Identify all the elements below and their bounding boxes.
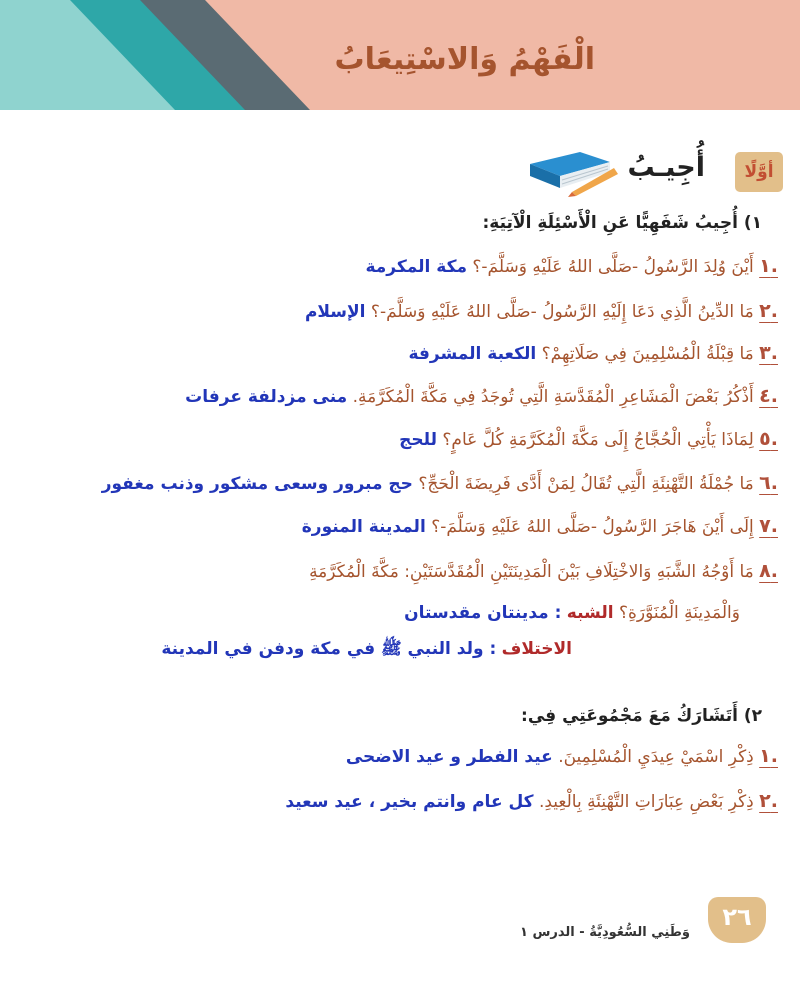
question-text: ذِكْرِ اسْمَيْ عِيدَيِ الْمُسْلِمِينَ. bbox=[558, 747, 754, 767]
section-title: أُجِيـبُ bbox=[627, 152, 705, 183]
item-number: .٧ bbox=[759, 515, 778, 537]
answer-text: منى مزدلفة عرفات bbox=[185, 387, 348, 407]
similarity-label: الشبه bbox=[566, 603, 614, 623]
question-text: وَالْمَدِينَةِ الْمُنَوَّرَةِ؟ bbox=[618, 603, 740, 623]
section-badge: أوَّلًا bbox=[735, 152, 783, 192]
item-number: .٤ bbox=[759, 385, 778, 407]
item-number: .١ bbox=[759, 255, 778, 277]
answer-text: للحج bbox=[399, 430, 437, 450]
list-item bbox=[365, 255, 778, 277]
header-banner bbox=[0, 0, 800, 110]
item-number: .٥ bbox=[759, 428, 778, 450]
page-number: ٢٦ bbox=[722, 903, 752, 931]
part1-heading: ١) أُجِيبُ شَفَهِيًّا عَنِ الْأَسْئِلَةِ الْآتِيَةِ: bbox=[482, 213, 762, 233]
similarity-answer: : مدينتان مقدستان bbox=[404, 603, 562, 623]
book-icon bbox=[522, 148, 622, 202]
question-text: مَا قِبْلَةُ الْمُسْلِمِينَ فِي صَلَاتِهِمْ؟ bbox=[541, 344, 754, 364]
answer-text: الإسلام bbox=[304, 302, 366, 322]
list-item bbox=[285, 790, 778, 812]
question-text: إِلَى أَيْنَ هَاجَرَ الرَّسُولُ -صَلَّى اللهُ عَلَيْهِ وَسَلَّمَ-؟ bbox=[431, 517, 754, 537]
difference-line bbox=[161, 638, 572, 663]
item-number: .٢ bbox=[759, 790, 778, 812]
item-number: .٢ bbox=[759, 300, 778, 322]
item-number: .١ bbox=[759, 745, 778, 767]
answer-text: المدينة المنورة bbox=[301, 517, 426, 537]
answer-text: كل عام وانتم بخير ، عيد سعيد bbox=[285, 792, 534, 812]
question-text: مَا أَوْجُهُ الشَّبَهِ وَالاخْتِلَافِ بَيْنَ الْمَدِينَتَيْنِ الْمُقَدَّسَتَيْنِ: مَكَّةَ الْمُكَرَّمَةِ bbox=[309, 562, 754, 582]
item-number: .٨ bbox=[759, 560, 778, 582]
answer-text: مكة المكرمة bbox=[365, 257, 467, 277]
list-item bbox=[399, 428, 778, 450]
list-item bbox=[408, 342, 778, 364]
question-text: أَيْنَ وُلِدَ الرَّسُولُ -صَلَّى اللهُ عَلَيْهِ وَسَلَّمَ-؟ bbox=[472, 257, 754, 277]
part2-heading: ٢) أَتَشَارَكُ مَعَ مَجْمُوعَتِي فِي: bbox=[521, 706, 762, 726]
difference-answer: : ولد النبي ﷺ في مكة ودفن في المدينة bbox=[161, 639, 497, 659]
answer-text: الكعبة المشرفة bbox=[408, 344, 537, 364]
list-item bbox=[302, 515, 778, 537]
question-text: مَا جُمْلَةُ التَّهْنِئَةِ الَّتِي تُقَالُ لِمَنْ أَدَّى فَرِيضَةَ الْحَجِّ؟ bbox=[418, 474, 754, 494]
list-item bbox=[309, 560, 778, 582]
question-text: أَذْكُرُ بَعْضَ الْمَشَاعِرِ الْمُقَدَّسَةِ الَّتِي تُوجَدُ فِي مَكَّةَ الْمُكَرَّمَةِ. bbox=[352, 387, 754, 407]
difference-label: الاختلاف bbox=[501, 639, 572, 659]
answer-text: حج مبرور وسعى مشكور وذنب مغفور bbox=[101, 474, 413, 494]
page-title: الْفَهْمُ وَالاسْتِيعَابُ bbox=[334, 42, 595, 77]
list-item bbox=[185, 385, 778, 407]
question-text: لِمَاذَا يَأْتِي الْحُجَّاجُ إِلَى مَكَّةَ الْمُكَرَّمَةِ كُلَّ عَامٍ؟ bbox=[442, 430, 754, 450]
item-number: .٦ bbox=[759, 472, 778, 494]
question-text: مَا الدِّينُ الَّذِي دَعَا إِلَيْهِ الرَّسُولُ -صَلَّى اللهُ عَلَيْهِ وَسَلَّمَ-؟ bbox=[370, 302, 754, 322]
item-number: .٣ bbox=[759, 342, 778, 364]
list-item-continuation bbox=[404, 603, 740, 623]
list-item bbox=[102, 472, 778, 494]
answer-text: عيد الفطر و عيد الاضحى bbox=[345, 747, 553, 767]
list-item bbox=[305, 300, 778, 322]
footer-book-title: وَطَنِي السُّعُودِيَّةُ - الدرس ١ bbox=[520, 925, 690, 940]
question-text: ذِكْرِ بَعْضِ عِبَارَاتِ التَّهْنِئَةِ بِالْعِيدِ. bbox=[538, 792, 754, 812]
list-item bbox=[346, 745, 778, 767]
